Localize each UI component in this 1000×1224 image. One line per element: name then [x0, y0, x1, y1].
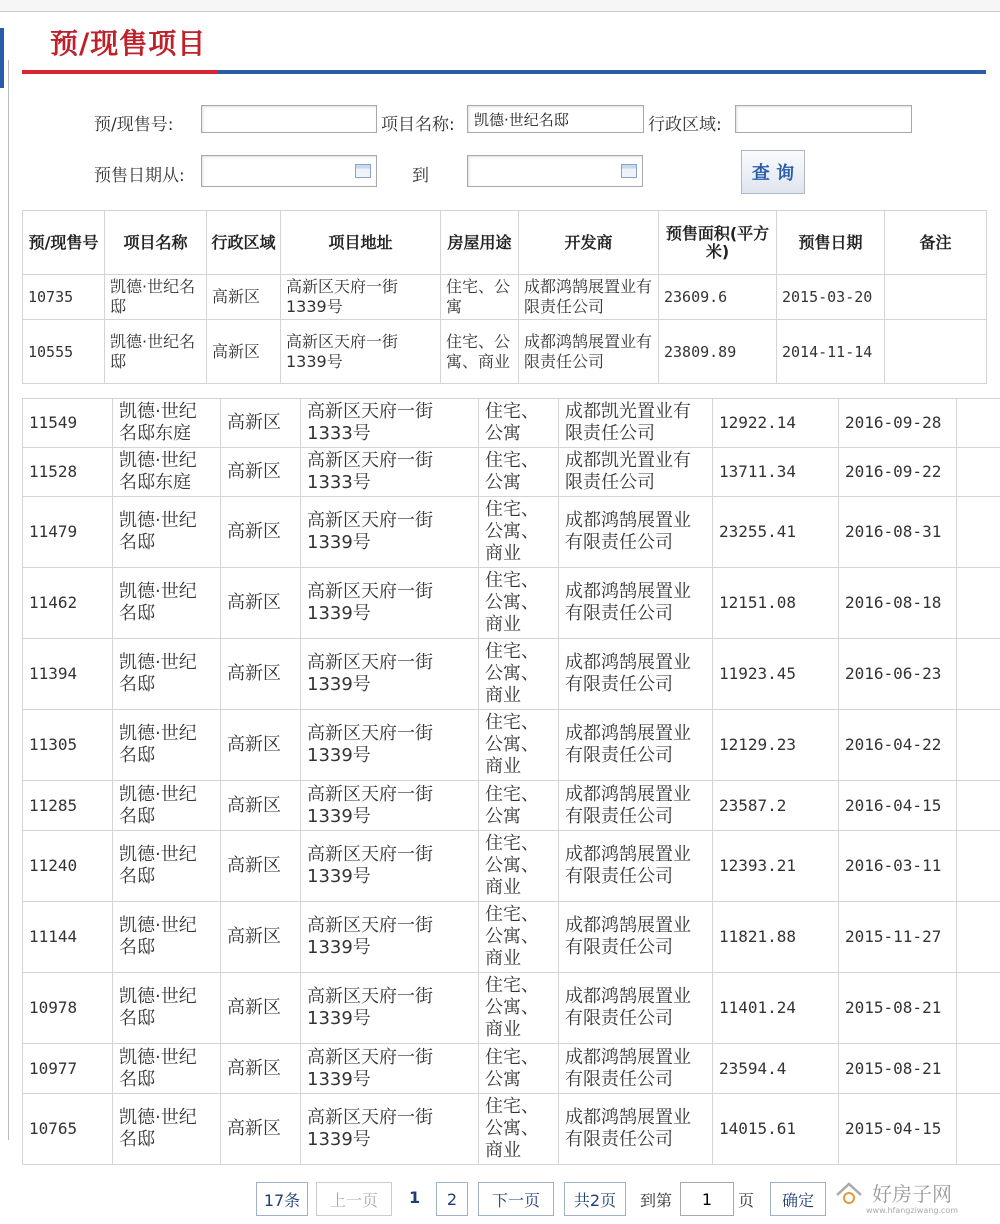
- cell-district: 高新区: [221, 781, 301, 831]
- cell-date: 2016-04-22: [839, 710, 957, 781]
- column-header: 预/现售号: [23, 211, 105, 275]
- cell-district: 高新区: [221, 831, 301, 902]
- cell-no: 11305: [23, 710, 113, 781]
- cell-name: 凯德·世纪名邸: [113, 1094, 221, 1165]
- presale-no-input[interactable]: [201, 105, 377, 133]
- current-page: 1: [409, 1188, 421, 1207]
- table-row[interactable]: [23, 497, 1000, 568]
- date-to-input[interactable]: [467, 155, 643, 187]
- cell-address: 高新区天府一街1339号: [301, 781, 479, 831]
- cell-developer: 成都鸿鹄展置业有限责任公司: [559, 497, 713, 568]
- cell-area: 23587.2: [713, 781, 839, 831]
- page-title: 预/现售项目: [50, 27, 207, 60]
- table-row[interactable]: [23, 1094, 1000, 1165]
- cell-name: 凯德·世纪名邸: [113, 1044, 221, 1094]
- cell-district: 高新区: [221, 448, 301, 497]
- cell-name: 凯德·世纪名邸: [113, 497, 221, 568]
- cell-no: 11462: [23, 568, 113, 639]
- cell-use: 住宅、公寓、商业: [479, 973, 559, 1044]
- table-row[interactable]: [23, 781, 1000, 831]
- cell-name: 凯德·世纪名邸: [113, 639, 221, 710]
- confirm-button[interactable]: 确定: [770, 1182, 826, 1216]
- cell-note: [957, 497, 1000, 568]
- cell-note: [957, 399, 1000, 448]
- cell-date: 2016-09-28: [839, 399, 957, 448]
- district-label: 行政区域:: [648, 115, 722, 135]
- cell-area: 11923.45: [713, 639, 839, 710]
- column-header: 预售日期: [777, 211, 885, 275]
- goto-page-input[interactable]: [680, 1182, 734, 1216]
- cell-area: 13711.34: [713, 448, 839, 497]
- cell-use: 住宅、公寓: [479, 399, 559, 448]
- cell-area: 23809.89: [659, 320, 777, 384]
- column-header: 房屋用途: [441, 211, 519, 275]
- cell-address: 高新区天府一街1339号: [301, 831, 479, 902]
- cell-name: 凯德·世纪名邸: [113, 710, 221, 781]
- cell-use: 住宅、公寓: [479, 448, 559, 497]
- cell-note: [957, 448, 1000, 497]
- next-page-button[interactable]: 下一页: [478, 1182, 554, 1216]
- cell-area: 23255.41: [713, 497, 839, 568]
- cell-developer: 成都鸿鹄展置业有限责任公司: [559, 781, 713, 831]
- cell-note: [957, 781, 1000, 831]
- cell-developer: 成都凯光置业有限责任公司: [559, 399, 713, 448]
- top-strip: [0, 0, 1000, 12]
- cell-no: 11528: [23, 448, 113, 497]
- cell-date: 2015-08-21: [839, 973, 957, 1044]
- cell-note: [885, 320, 987, 384]
- cell-area: 12922.14: [713, 399, 839, 448]
- table-row[interactable]: [23, 902, 1000, 973]
- cell-area: 12151.08: [713, 568, 839, 639]
- cell-note: [957, 639, 1000, 710]
- cell-no: 11240: [23, 831, 113, 902]
- cell-date: 2016-04-15: [839, 781, 957, 831]
- cell-name: 凯德·世纪名邸: [113, 902, 221, 973]
- cell-address: 高新区天府一街1339号: [301, 639, 479, 710]
- cell-date: 2014-11-14: [777, 320, 885, 384]
- cell-date: 2016-03-11: [839, 831, 957, 902]
- cell-use: 住宅、公寓、商业: [479, 639, 559, 710]
- cell-name: 凯德·世纪名邸: [113, 831, 221, 902]
- cell-area: 12129.23: [713, 710, 839, 781]
- cell-address: 高新区天府一街1339号: [301, 1044, 479, 1094]
- cell-developer: 成都鸿鹄展置业有限责任公司: [559, 973, 713, 1044]
- total-records: 17条: [256, 1182, 308, 1216]
- table-row[interactable]: [23, 320, 987, 384]
- calendar-icon[interactable]: [621, 164, 637, 178]
- cell-district: 高新区: [207, 275, 281, 320]
- results-table-bottom: [22, 398, 1000, 1165]
- cell-district: 高新区: [221, 399, 301, 448]
- watermark-text: 好房子网: [872, 1182, 952, 1206]
- cell-note: [957, 710, 1000, 781]
- cell-no: 10765: [23, 1094, 113, 1165]
- cell-no: 10977: [23, 1044, 113, 1094]
- cell-use: 住宅、公寓、商业: [479, 568, 559, 639]
- cell-note: [957, 902, 1000, 973]
- cell-no: 10735: [23, 275, 105, 320]
- cell-name: 凯德·世纪名邸: [105, 320, 207, 384]
- cell-no: 10555: [23, 320, 105, 384]
- presale-no-label: 预/现售号:: [94, 115, 174, 135]
- title-underline-accent: [22, 70, 218, 74]
- table-row[interactable]: [23, 275, 987, 320]
- cell-use: 住宅、公寓: [479, 781, 559, 831]
- cell-area: 11401.24: [713, 973, 839, 1044]
- cell-developer: 成都鸿鹄展置业有限责任公司: [519, 320, 659, 384]
- cell-district: 高新区: [221, 497, 301, 568]
- cell-district: 高新区: [207, 320, 281, 384]
- cell-address: 高新区天府一街1333号: [301, 448, 479, 497]
- cell-use: 住宅、公寓、商业: [479, 831, 559, 902]
- cell-developer: 成都鸿鹄展置业有限责任公司: [559, 902, 713, 973]
- column-header: 项目地址: [281, 211, 441, 275]
- cell-developer: 成都鸿鹄展置业有限责任公司: [519, 275, 659, 320]
- goto-suffix: 页: [738, 1191, 755, 1210]
- cell-note: [957, 831, 1000, 902]
- column-header: 预售面积(平方米): [659, 211, 777, 275]
- cell-name: 凯德·世纪名邸东庭: [113, 448, 221, 497]
- cell-address: 高新区天府一街1339号: [301, 568, 479, 639]
- cell-district: 高新区: [221, 902, 301, 973]
- table-row[interactable]: [23, 831, 1000, 902]
- cell-area: 23594.4: [713, 1044, 839, 1094]
- cell-developer: 成都鸿鹄展置业有限责任公司: [559, 639, 713, 710]
- calendar-icon[interactable]: [355, 164, 371, 178]
- column-header: 开发商: [519, 211, 659, 275]
- cell-developer: 成都鸿鹄展置业有限责任公司: [559, 831, 713, 902]
- column-header: 备注: [885, 211, 987, 275]
- column-header: 项目名称: [105, 211, 207, 275]
- cell-no: 11394: [23, 639, 113, 710]
- watermark-url: www.hfangziwang.com: [866, 1206, 959, 1215]
- cell-address: 高新区天府一街1339号: [301, 710, 479, 781]
- cell-developer: 成都鸿鹄展置业有限责任公司: [559, 1044, 713, 1094]
- house-logo-icon: [834, 1180, 864, 1210]
- table-header-row: [23, 211, 987, 275]
- cell-name: 凯德·世纪名邸: [113, 781, 221, 831]
- search-button[interactable]: 查 询: [741, 150, 805, 194]
- cell-district: 高新区: [221, 710, 301, 781]
- cell-use: 住宅、公寓、商业: [479, 902, 559, 973]
- district-input[interactable]: [735, 105, 912, 133]
- cell-date: 2015-03-20: [777, 275, 885, 320]
- cell-use: 住宅、公寓、商业: [479, 497, 559, 568]
- cell-address: 高新区天府一街1339号: [281, 275, 441, 320]
- cell-no: 11144: [23, 902, 113, 973]
- column-header: 行政区域: [207, 211, 281, 275]
- results-table-top: [22, 210, 987, 384]
- cell-no: 10978: [23, 973, 113, 1044]
- cell-no: 11285: [23, 781, 113, 831]
- cell-date: 2016-09-22: [839, 448, 957, 497]
- cell-district: 高新区: [221, 639, 301, 710]
- cell-district: 高新区: [221, 1044, 301, 1094]
- cell-address: 高新区天府一街1339号: [301, 902, 479, 973]
- cell-name: 凯德·世纪名邸: [113, 568, 221, 639]
- table-row[interactable]: [23, 1044, 1000, 1094]
- cell-use: 住宅、公寓: [479, 1044, 559, 1094]
- cell-date: 2016-06-23: [839, 639, 957, 710]
- cell-note: [957, 1094, 1000, 1165]
- cell-developer: 成都凯光置业有限责任公司: [559, 448, 713, 497]
- prev-page-button[interactable]: 上一页: [316, 1182, 392, 1216]
- cell-area: 14015.61: [713, 1094, 839, 1165]
- cell-developer: 成都鸿鹄展置业有限责任公司: [559, 710, 713, 781]
- cell-use: 住宅、公寓、商业: [479, 710, 559, 781]
- cell-no: 11549: [23, 399, 113, 448]
- cell-area: 23609.6: [659, 275, 777, 320]
- cell-developer: 成都鸿鹄展置业有限责任公司: [559, 568, 713, 639]
- cell-date: 2015-04-15: [839, 1094, 957, 1165]
- cell-name: 凯德·世纪名邸: [105, 275, 207, 320]
- cell-note: [885, 275, 987, 320]
- cell-use: 住宅、公寓、商业: [441, 320, 519, 384]
- goto-label: 到第: [640, 1191, 673, 1210]
- cell-date: 2016-08-18: [839, 568, 957, 639]
- cell-address: 高新区天府一街1339号: [301, 1094, 479, 1165]
- cell-use: 住宅、公寓: [441, 275, 519, 320]
- cell-date: 2015-11-27: [839, 902, 957, 973]
- table-row[interactable]: [23, 710, 1000, 781]
- cell-date: 2016-08-31: [839, 497, 957, 568]
- date-to-label: 到: [412, 166, 429, 186]
- cell-address: 高新区天府一街1333号: [301, 399, 479, 448]
- cell-address: 高新区天府一街1339号: [301, 973, 479, 1044]
- cell-note: [957, 973, 1000, 1044]
- date-from-input[interactable]: [201, 155, 377, 187]
- cell-district: 高新区: [221, 1094, 301, 1165]
- cell-district: 高新区: [221, 568, 301, 639]
- cell-name: 凯德·世纪名邸: [113, 973, 221, 1044]
- cell-name: 凯德·世纪名邸东庭: [113, 399, 221, 448]
- cell-address: 高新区天府一街1339号: [301, 497, 479, 568]
- left-nav-edge: [0, 28, 4, 88]
- project-name-label: 项目名称:: [381, 115, 455, 135]
- table-row[interactable]: [23, 568, 1000, 639]
- cell-area: 11821.88: [713, 902, 839, 973]
- cell-area: 12393.21: [713, 831, 839, 902]
- cell-date: 2015-08-21: [839, 1044, 957, 1094]
- date-from-label: 预售日期从:: [94, 166, 185, 186]
- page-2-button[interactable]: 2: [436, 1182, 468, 1216]
- cell-district: 高新区: [221, 973, 301, 1044]
- cell-note: [957, 568, 1000, 639]
- table-row[interactable]: [23, 448, 1000, 497]
- project-name-input[interactable]: [467, 105, 644, 133]
- cell-address: 高新区天府一街1339号: [281, 320, 441, 384]
- table-row[interactable]: [23, 399, 1000, 448]
- table-row[interactable]: [23, 639, 1000, 710]
- left-divider: [8, 60, 9, 1140]
- cell-note: [957, 1044, 1000, 1094]
- total-pages: 共2页: [564, 1182, 626, 1216]
- cell-no: 11479: [23, 497, 113, 568]
- cell-use: 住宅、公寓、商业: [479, 1094, 559, 1165]
- cell-developer: 成都鸿鹄展置业有限责任公司: [559, 1094, 713, 1165]
- table-row[interactable]: [23, 973, 1000, 1044]
